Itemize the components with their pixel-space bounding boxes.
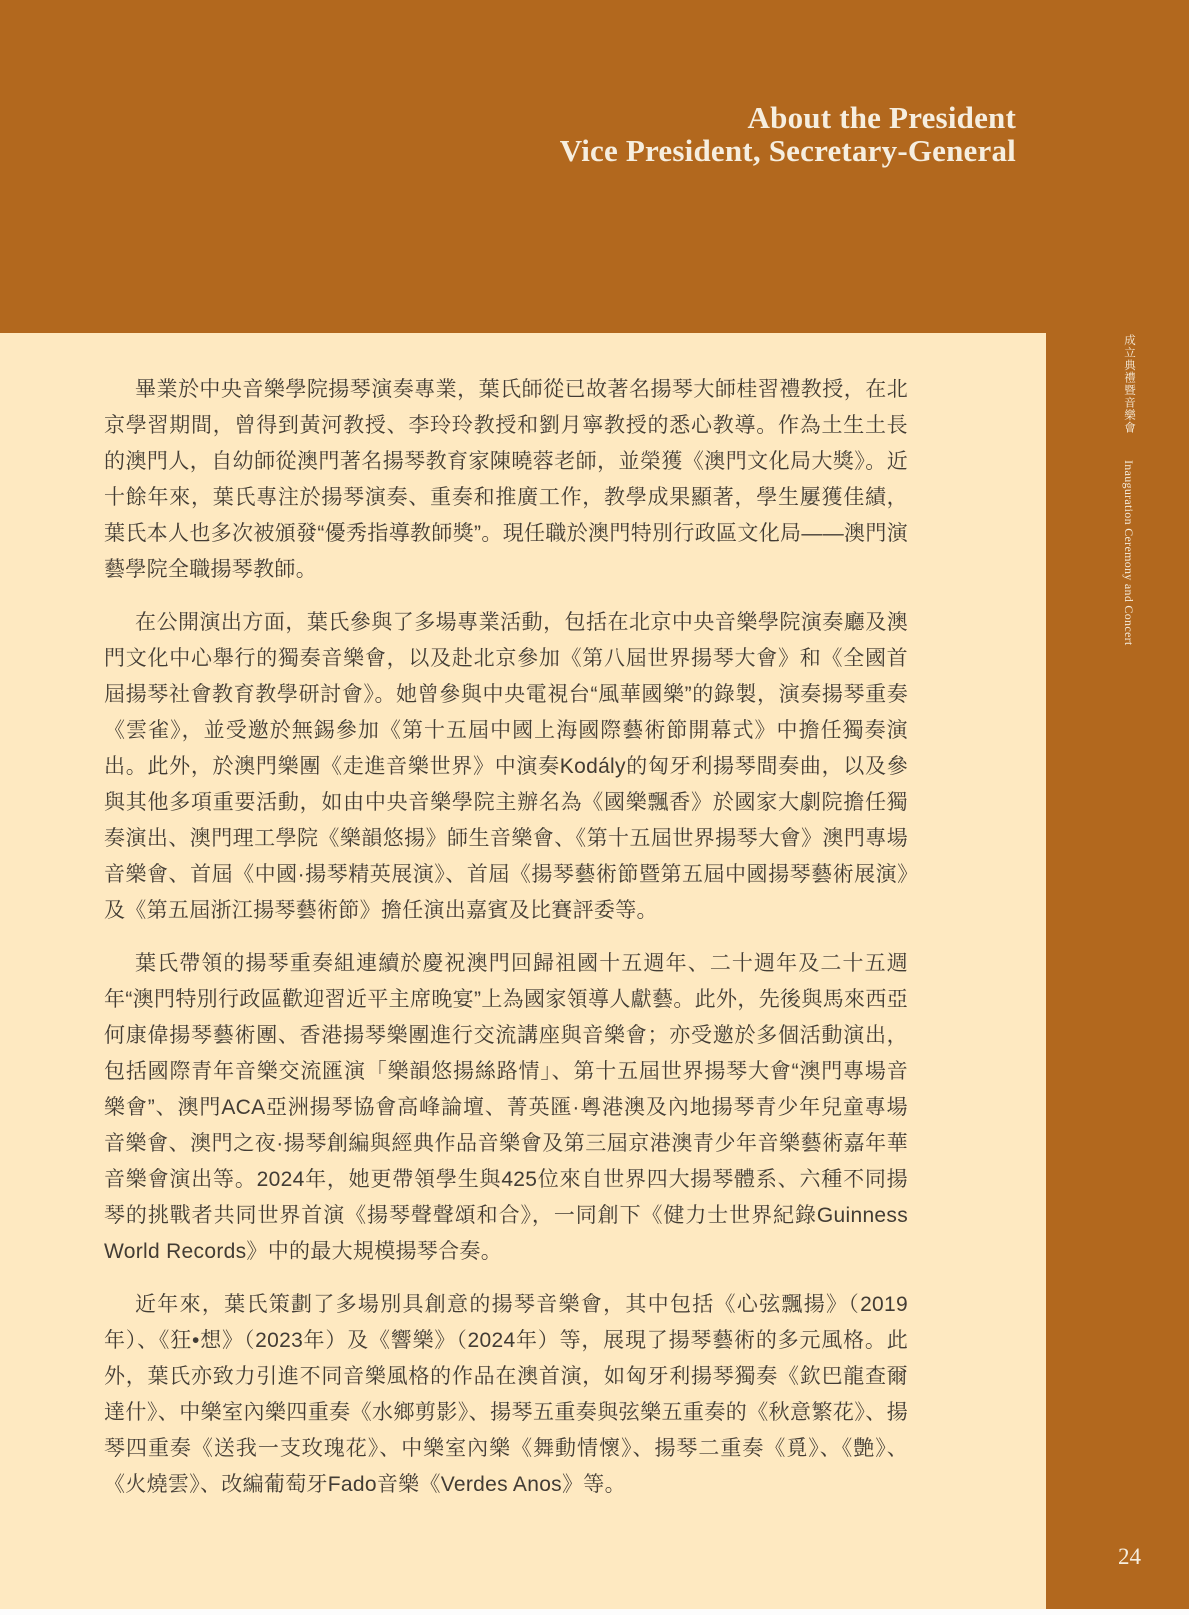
page-number: 24 bbox=[1118, 1544, 1141, 1569]
side-caption-english: Inauguration Ceremony and Concert bbox=[1122, 460, 1136, 646]
page-title-line2: Vice President, Secretary-General bbox=[559, 133, 1016, 168]
page-title bbox=[560, 101, 1016, 167]
bio-paragraph-performances: 在公開演出方面，葉氏參與了多場專業活動，包括在北京中央音樂學院演奏廳及澳門文化中心舉行的獨奏音樂會，以及赴北京參加《第八屆世界揚琴大會》和《全國首屆揚琴社會教育教學研討會》。她曾參與中央電視台“風華國樂”的錄製，演奏揚琴重奏《雲雀》，並受邀於無錫參加《第十五屆中國上海國際藝術節開幕式》中擔任獨奏演出。此外，於澳門樂團《走進音樂世界》中演奏Kodály的匈牙利揚琴間奏曲，以及參與其他多項重要活動，如由中央音樂學院主辦名為《國樂飄香》於國家大劇院擔任獨奏演出、澳門理工學院《樂韻悠揚》師生音樂會、《第十五屆世界揚琴大會》澳門專場音樂會、首屆《中國·揚琴精英展演》、首屆《揚琴藝術節暨第五屆中國揚琴藝術展演》及《第五屆浙江揚琴藝術節》擔任演出嘉賓及比賽評委等。 bbox=[104, 611, 908, 922]
side-caption-chinese: 成立典禮暨音樂會 bbox=[1123, 334, 1135, 434]
page-bottom-edge bbox=[0, 1609, 1189, 1615]
bio-paragraph-recent-concerts: 近年來，葉氏策劃了多場別具創意的揚琴音樂會，其中包括《心弦飄揚》（2019年）、《狂•想》（2023年）及《響樂》（2024年）等，展現了揚琴藝術的多元風格。此外，葉氏亦致力引進不同音樂風格的作品在澳首演，如匈牙利揚琴獨奏《欽巴龍查爾達什》、中樂室內樂四重奏《水鄉剪影》、揚琴五重奏與弦樂五重奏的《秋意繁花》、揚琴四重奏《送我一支玫瑰花》、中樂室內樂《舞動情懷》、揚琴二重奏《覓》、《艶》、《火燒雲》、改編葡萄牙Fado音樂《Verdes Anos》等。 bbox=[104, 1293, 908, 1496]
bio-paragraph-education: 畢業於中央音樂學院揚琴演奏專業，葉氏師從已故著名揚琴大師桂習禮教授，在北京學習期間，曾得到黃河教授、李玲玲教授和劉月寧教授的悉心教導。作為土生土長的澳門人，自幼師從澳門著名揚琴教育家陳曉蓉老師，並榮獲《澳門文化局大獎》。近十餘年來，葉氏專注於揚琴演奏、重奏和推廣工作，教學成果顯著，學生屢獲佳績，葉氏本人也多次被頒發“優秀指導教師獎”。現任職於澳門特別行政區文化局——澳門演藝學院全職揚琴教師。 bbox=[104, 378, 908, 581]
side-caption bbox=[1120, 334, 1138, 646]
bio-paragraph-ensemble: 葉氏帶領的揚琴重奏組連續於慶祝澳門回歸祖國十五週年、二十週年及二十五週年“澳門特別行政區歡迎習近平主席晚宴”上為國家領導人獻藝。此外，先後與馬來西亞何康偉揚琴藝術團、香港揚琴樂團進行交流講座與音樂會；亦受邀於多個活動演出，包括國際青年音樂交流匯演「樂韻悠揚絲路情」、第十五屆世界揚琴大會“澳門專場音樂會”、澳門ACA亞洲揚琴協會高峰論壇、菁英匯·粵港澳及內地揚琴青少年兒童專場音樂會、澳門之夜·揚琴創編與經典作品音樂會及第三屆京港澳青少年音樂藝術嘉年華音樂會演出等。2024年，她更帶領學生與425位來自世界四大揚琴體系、六種不同揚琴的挑戰者共同世界首演《揚琴聲聲頌和合》，一同創下《健力士世界紀錄Guinness World Records》中的最大規模揚琴合奏。 bbox=[104, 952, 908, 1263]
page-title-line1: About the President bbox=[747, 100, 1016, 135]
biography-text bbox=[104, 372, 908, 1503]
